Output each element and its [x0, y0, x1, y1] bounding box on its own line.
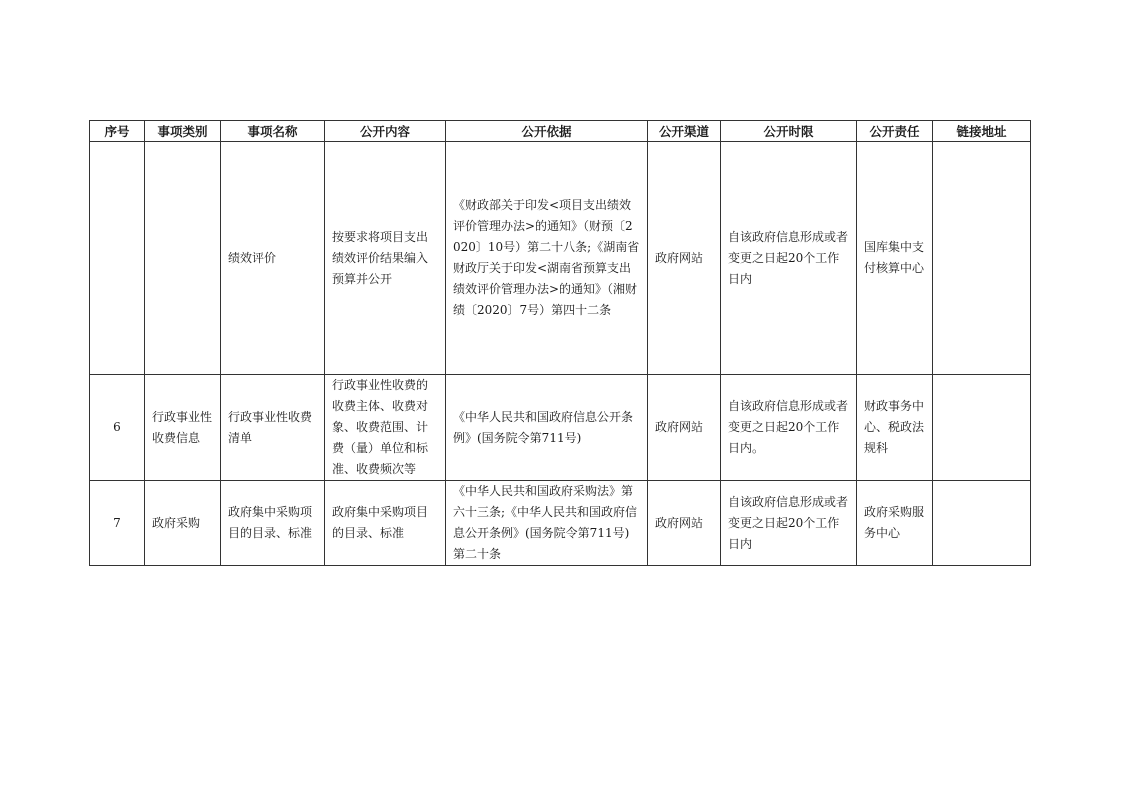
cell-channel: 政府网站	[648, 142, 721, 375]
table-row	[90, 142, 1031, 375]
header-time-limit: 公开时限	[721, 121, 857, 142]
cell-category: 行政事业性收费信息	[145, 375, 221, 481]
header-content: 公开内容	[325, 121, 446, 142]
cell-time-limit: 自该政府信息形成或者变更之日起20个工作日内	[721, 142, 857, 375]
cell-responsibility: 国库集中支付核算中心	[857, 142, 933, 375]
cell-basis: 《中华人民共和国政府信息公开条例》(国务院令第711号)	[446, 375, 648, 481]
cell-responsibility: 财政事务中心、税政法规科	[857, 375, 933, 481]
cell-content: 行政事业性收费的收费主体、收费对象、收费范围、计费（量）单位和标准、收费频次等	[325, 375, 446, 481]
cell-seq: 7	[90, 481, 145, 566]
cell-name: 绩效评价	[221, 142, 325, 375]
table-row	[90, 481, 1031, 566]
cell-category: 政府采购	[145, 481, 221, 566]
disclosure-table	[89, 120, 1031, 566]
cell-time-limit: 自该政府信息形成或者变更之日起20个工作日内	[721, 481, 857, 566]
cell-channel: 政府网站	[648, 481, 721, 566]
cell-seq	[90, 142, 145, 375]
header-name: 事项名称	[221, 121, 325, 142]
header-responsibility: 公开责任	[857, 121, 933, 142]
cell-content: 按要求将项目支出绩效评价结果编入预算并公开	[325, 142, 446, 375]
table-row	[90, 375, 1031, 481]
cell-time-limit: 自该政府信息形成或者变更之日起20个工作日内。	[721, 375, 857, 481]
header-channel: 公开渠道	[648, 121, 721, 142]
cell-link	[933, 481, 1031, 566]
cell-seq: 6	[90, 375, 145, 481]
cell-responsibility: 政府采购服务中心	[857, 481, 933, 566]
header-basis: 公开依据	[446, 121, 648, 142]
cell-category	[145, 142, 221, 375]
cell-name: 政府集中采购项目的目录、标准	[221, 481, 325, 566]
cell-basis: 《财政部关于印发<项目支出绩效评价管理办法>的通知》（财预〔2020〕10号）第二十八条;《湖南省财政厅关于印发<湖南省预算支出绩效评价管理办法>的通知》（湘财绩〔2020〕7号）第四十二条	[446, 142, 648, 375]
header-link: 链接地址	[933, 121, 1031, 142]
cell-basis: 《中华人民共和国政府采购法》第六十三条;《中华人民共和国政府信息公开条例》(国务院令第711号)第二十条	[446, 481, 648, 566]
cell-link	[933, 375, 1031, 481]
header-row	[90, 121, 1031, 142]
cell-link	[933, 142, 1031, 375]
header-category: 事项类别	[145, 121, 221, 142]
cell-name: 行政事业性收费清单	[221, 375, 325, 481]
cell-channel: 政府网站	[648, 375, 721, 481]
header-seq: 序号	[90, 121, 145, 142]
cell-content: 政府集中采购项目的目录、标准	[325, 481, 446, 566]
